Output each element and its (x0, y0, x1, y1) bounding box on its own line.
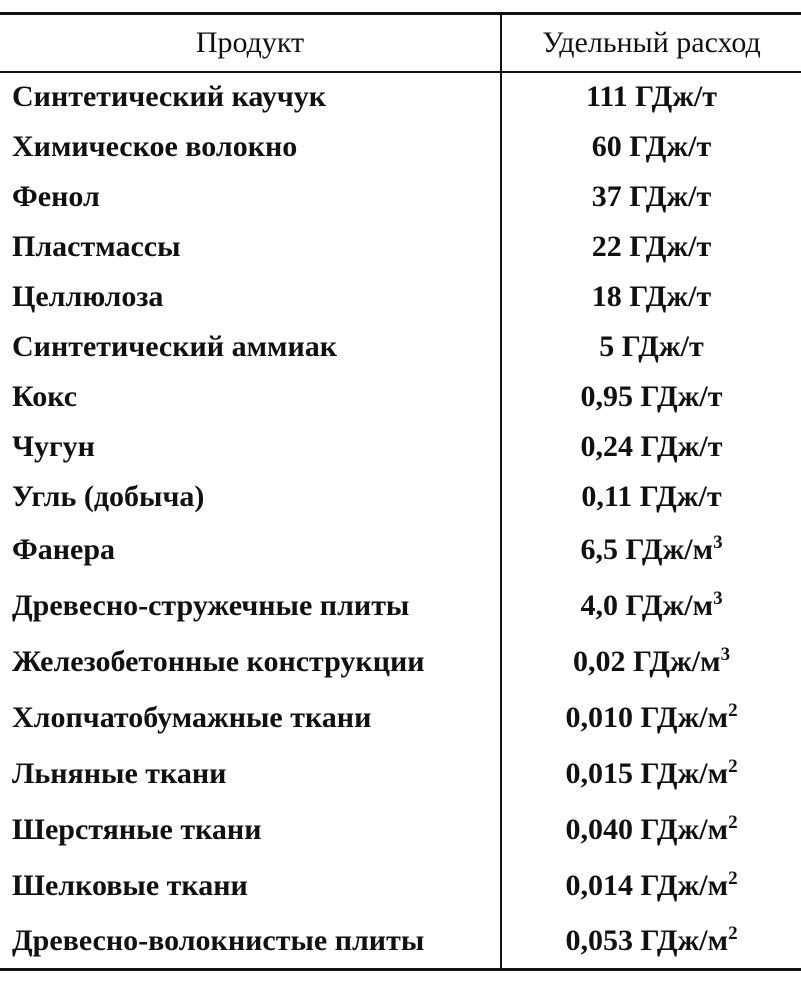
value-text: 6,5 ГДж/м (580, 532, 714, 566)
table-row (0, 172, 801, 222)
value-text: 0,053 ГДж/м (565, 923, 729, 957)
table-row (0, 578, 801, 634)
value-text: 5 ГДж/т (599, 329, 704, 363)
value-text: 60 ГДж/т (591, 129, 712, 163)
consumption-value (501, 690, 801, 746)
consumption-value (501, 858, 801, 914)
product-name: Железобетонные конструкции (0, 634, 501, 690)
table-row (0, 802, 801, 858)
consumption-value (501, 746, 801, 802)
table-row (0, 634, 801, 690)
value-text: 0,24 ГДж/т (580, 429, 723, 463)
consumption-value (501, 72, 801, 122)
product-name: Химическое волокно (0, 122, 501, 172)
unit-exponent: 2 (728, 811, 738, 833)
table-row (0, 422, 801, 472)
consumption-value (501, 634, 801, 690)
table-body (0, 72, 801, 970)
table-row (0, 72, 801, 122)
product-name: Шерстяные ткани (0, 802, 501, 858)
consumption-value (501, 472, 801, 522)
consumption-value (501, 802, 801, 858)
value-text: 0,11 ГДж/т (581, 479, 722, 513)
product-name: Древесно-волокнистые плиты (0, 914, 501, 970)
consumption-value (501, 172, 801, 222)
consumption-value (501, 372, 801, 422)
value-text: 0,95 ГДж/т (580, 379, 723, 413)
header-row (0, 14, 801, 72)
product-name: Древесно-стружечные плиты (0, 578, 501, 634)
unit-exponent: 2 (728, 867, 738, 889)
table-row (0, 858, 801, 914)
header-consumption: Удельный расход (501, 14, 801, 72)
product-name: Шелковые ткани (0, 858, 501, 914)
header-product: Продукт (0, 14, 501, 72)
value-text: 22 ГДж/т (591, 229, 712, 263)
table-header (0, 14, 801, 72)
product-name: Кокс (0, 372, 501, 422)
value-text: 111 ГДж/т (585, 80, 718, 113)
table-row (0, 746, 801, 802)
product-name: Целлюлоза (0, 272, 501, 322)
product-name: Фанера (0, 522, 501, 578)
consumption-value (501, 914, 801, 970)
product-name: Синтетический аммиак (0, 322, 501, 372)
table-row (0, 914, 801, 970)
consumption-value (501, 122, 801, 172)
unit-exponent: 3 (713, 587, 723, 609)
product-name: Хлопчатобумажные ткани (0, 690, 501, 746)
unit-exponent: 3 (713, 531, 723, 553)
consumption-value (501, 222, 801, 272)
value-text: 37 ГДж/т (591, 179, 712, 213)
product-name: Синтетический каучук (0, 72, 501, 122)
value-text: 0,040 ГДж/м (565, 812, 729, 846)
table-row (0, 472, 801, 522)
product-name: Угль (добыча) (0, 472, 501, 522)
value-text: 0,014 ГДж/м (565, 868, 729, 902)
unit-exponent: 2 (728, 699, 738, 721)
product-name: Чугун (0, 422, 501, 472)
consumption-value (501, 422, 801, 472)
consumption-value (501, 522, 801, 578)
consumption-value (501, 578, 801, 634)
table-row (0, 122, 801, 172)
consumption-value (501, 272, 801, 322)
table-row (0, 690, 801, 746)
consumption-value (501, 322, 801, 372)
product-name: Льняные ткани (0, 746, 501, 802)
product-name: Фенол (0, 172, 501, 222)
product-name: Пластмассы (0, 222, 501, 272)
table-row (0, 522, 801, 578)
table-row (0, 222, 801, 272)
unit-exponent: 3 (720, 643, 731, 665)
value-text: 0,010 ГДж/м (565, 700, 729, 734)
table-row (0, 322, 801, 372)
table-row (0, 372, 801, 422)
value-text: 18 ГДж/т (591, 279, 712, 313)
energy-consumption-table (0, 12, 801, 971)
unit-exponent: 2 (728, 922, 738, 944)
table-row (0, 272, 801, 322)
value-text: 4,0 ГДж/м (580, 588, 714, 622)
unit-exponent: 2 (728, 755, 738, 777)
value-text: 0,02 ГДж/м (572, 644, 721, 678)
value-text: 0,015 ГДж/м (565, 756, 729, 790)
